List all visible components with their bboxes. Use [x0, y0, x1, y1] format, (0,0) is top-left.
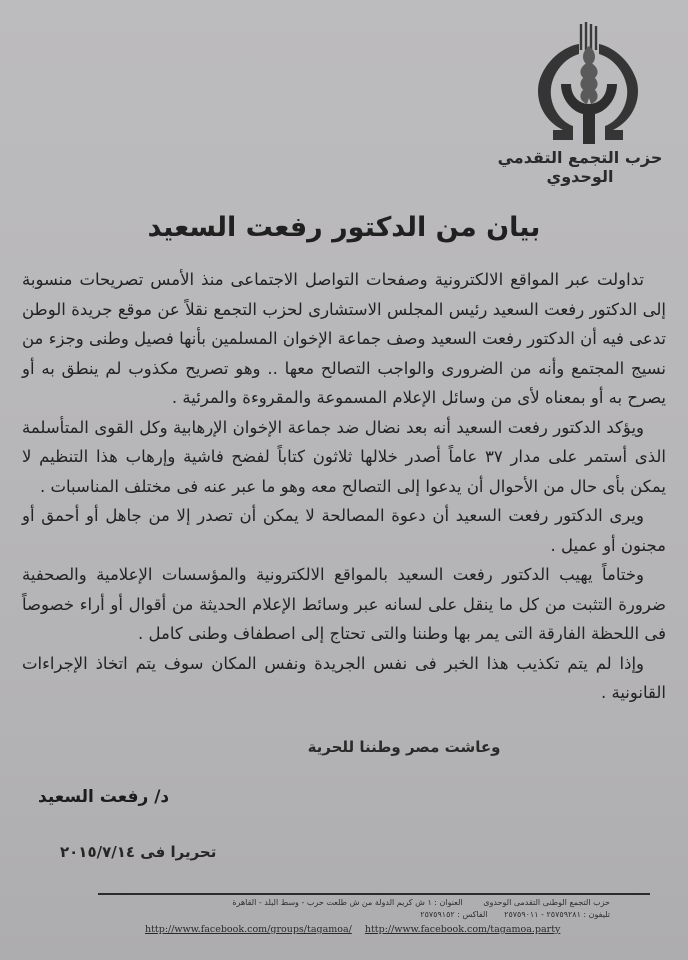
document-title: بيان من الدكتور رفعت السعيد — [147, 212, 541, 243]
footer-address-line — [130, 898, 610, 907]
signature: د/ رفعت السعيد — [38, 787, 170, 807]
closing-line: وعاشت مصر وطننا للحرية — [307, 738, 501, 756]
paragraph: وختاماً يهيب الدكتور رفعت السعيد بالمواقع الالكترونية والمؤسسات الإعلامية والصحفية ضرورة التثبت من كل ما ينقل على لسانه عبر وسائط الإعلام الحديثة من أقوال أو أراء خصوصاً فى اللحظة الفارقة التى يمر بها وطننا والتى تحتاج إلى اصطفاف وطنى كامل . — [22, 565, 666, 643]
statement-body — [22, 265, 666, 708]
facebook-page-link[interactable]: http://www.facebook.com/tagamoa.party — [364, 924, 561, 935]
facebook-group-link[interactable]: http://www.facebook.com/groups/tagamoa/ — [145, 924, 352, 935]
paragraph: ويرى الدكتور رفعت السعيد أن دعوة المصالحة لا يمكن أن تصدر إلا من جاهل أو أحمق أو مجنون أو عميل . — [22, 506, 666, 555]
footer-divider — [98, 893, 650, 895]
footer-contact-line — [230, 910, 610, 919]
party-name: حزب التجمع التقدمي الوحدوي — [497, 148, 663, 186]
paragraph: ويؤكد الدكتور رفعت السعيد أنه بعد نضال ضد جماعة الإخوان الإرهابية وكل القوى المتأسلمة الذى أستمر على مدار ٣٧ عاماً أصدر خلالها ثلاثون كتاباً لفضح فاشية وإرهاب هذا التنظيم لا يمكن بأى حال من الأحوال أن يدعوا إلى التصالح معه وهو ما عبر عنه فى مختلف المناسبات . — [22, 417, 666, 496]
paragraph: تداولت عبر المواقع الالكترونية وصفحات التواصل الاجتماعى منذ الأمس تصريحات منسوبة إلى الدكتور رفعت السعيد رئيس المجلس الاستشارى لحزب التجمع نقلاً عن موقع جريدة الوطن تدعى فيه أن الدكتور رفعت السعيد وصف جماعة الإخوان المسلمين بأنها فصيل وطنى وجزء من نسيج المجتمع وأنه من الضرورى والواجب التصالح معها .. وهو تصريح مكذوب لم ينطق به أو يصرح به أو بمعناه لأى من وسائل الإعلام المسموعة والمقروءة والمرئية . — [22, 270, 666, 407]
footer-fax: الفاكس : ٢٥٧٥٩١٥٢ — [420, 910, 488, 919]
footer-address: العنوان : ١ ش كريم الدولة من ش طلعت حرب - وسط البلد - القاهرة — [232, 898, 463, 907]
party-logo-icon — [523, 22, 653, 144]
footer-phone: تليفون : ٢٥٧٥٩٢٨١ - ٢٥٧٥٩٠١١ — [504, 910, 610, 919]
paragraph: وإذا لم يتم تكذيب هذا الخبر فى نفس الجريدة ونفس المكان سوف يتم اتخاذ الإجراءات القانونية . — [22, 653, 666, 702]
footer-links — [145, 924, 570, 935]
document-date: تحريرا فى ٢٠١٥/٧/١٤ — [60, 843, 217, 861]
footer-org-name: حزب التجمع الوطنى التقدمى الوحدوى — [483, 898, 610, 907]
